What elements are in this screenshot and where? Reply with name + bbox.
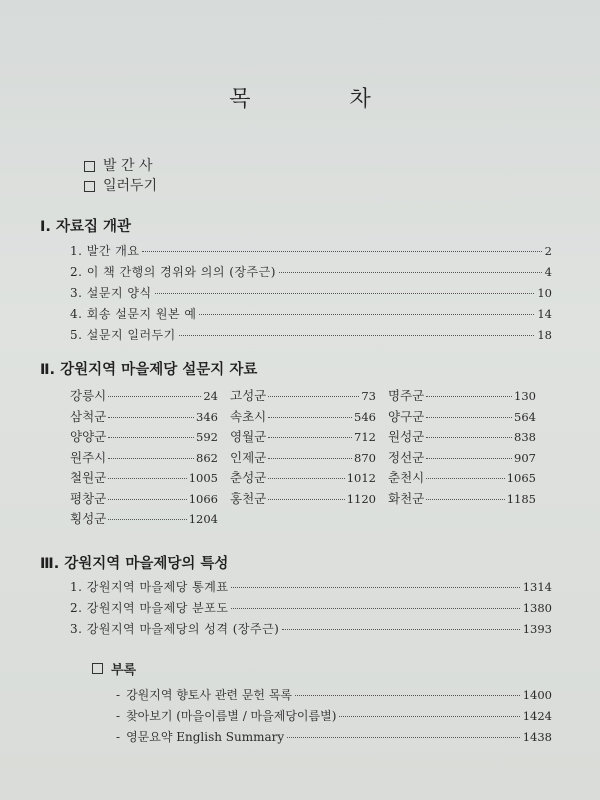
page-title: 목 차 [229,87,417,112]
section-heading-1: Ⅰ. 자료집 개관 [40,219,132,235]
toc-row: 1. 강원지역 마을제당 통계표 1314 [70,580,552,594]
region-entry: 명주군 130 [388,388,536,403]
region-entry: 강릉시 24 [70,388,218,403]
region-entry: 고성군 73 [230,388,376,403]
region-entry: 춘성군 1012 [230,470,376,485]
toc-row: - 영문요약 English Summary 1438 [116,730,552,744]
toc-row: 3. 강원지역 마을제당의 성격 (장주근) 1393 [70,622,552,636]
region-entry: 춘천시 1065 [388,470,536,485]
square-bullet-icon [92,663,103,674]
section-3-list [70,578,552,641]
region-entry: 횡성군 1204 [70,511,218,526]
section-heading-3: Ⅲ. 강원지역 마을제당의 특성 [40,556,229,572]
square-bullet-icon [84,181,95,192]
toc-row: 1. 발간 개요 2 [70,244,552,258]
region-entry: 원주시 862 [70,449,218,465]
region-entry: 평창군 1066 [70,490,218,506]
toc-row: - 강원지역 향토사 관련 문헌 목록 1400 [116,688,552,702]
square-bullet-icon [84,161,95,172]
region-entry: 속초시 546 [230,408,376,424]
preface-item: 발 간 사 [84,156,157,176]
region-entry: 인제군 870 [230,449,376,465]
preface-list [84,156,157,196]
section-heading-2: Ⅱ. 강원지역 마을제당 설문지 자료 [40,362,258,378]
region-entry: 화천군 1185 [388,490,536,506]
toc-row: 5. 설문지 일러두기 18 [70,328,552,342]
region-entry: 원성군 838 [388,429,536,444]
toc-row: 3. 설문지 양식 10 [70,286,552,300]
region-entry: 영월군 712 [230,429,376,444]
region-entry: 홍천군 1120 [230,490,376,506]
toc-row: 2. 이 책 간행의 경위와 의의 (장주근) 4 [70,265,552,279]
section-1-list [70,242,552,347]
region-entry: 철원군 1005 [70,470,218,485]
region-entry: 삼척군 346 [70,408,218,424]
toc-row: 2. 강원지역 마을제당 분포도 1380 [70,601,552,615]
toc-row: - 찾아보기 (마을이름별 / 마을제당이름별) 1424 [116,709,552,723]
region-entry: 양양군 592 [70,429,218,444]
appendix-heading: 부록 [92,659,136,678]
region-grid [70,386,550,530]
preface-item: 일러두기 [84,176,157,196]
toc-row: 4. 회송 설문지 원본 예 14 [70,307,552,321]
region-entry: 양구군 564 [388,408,536,424]
region-entry: 정선군 907 [388,449,536,465]
appendix-list [116,686,552,749]
